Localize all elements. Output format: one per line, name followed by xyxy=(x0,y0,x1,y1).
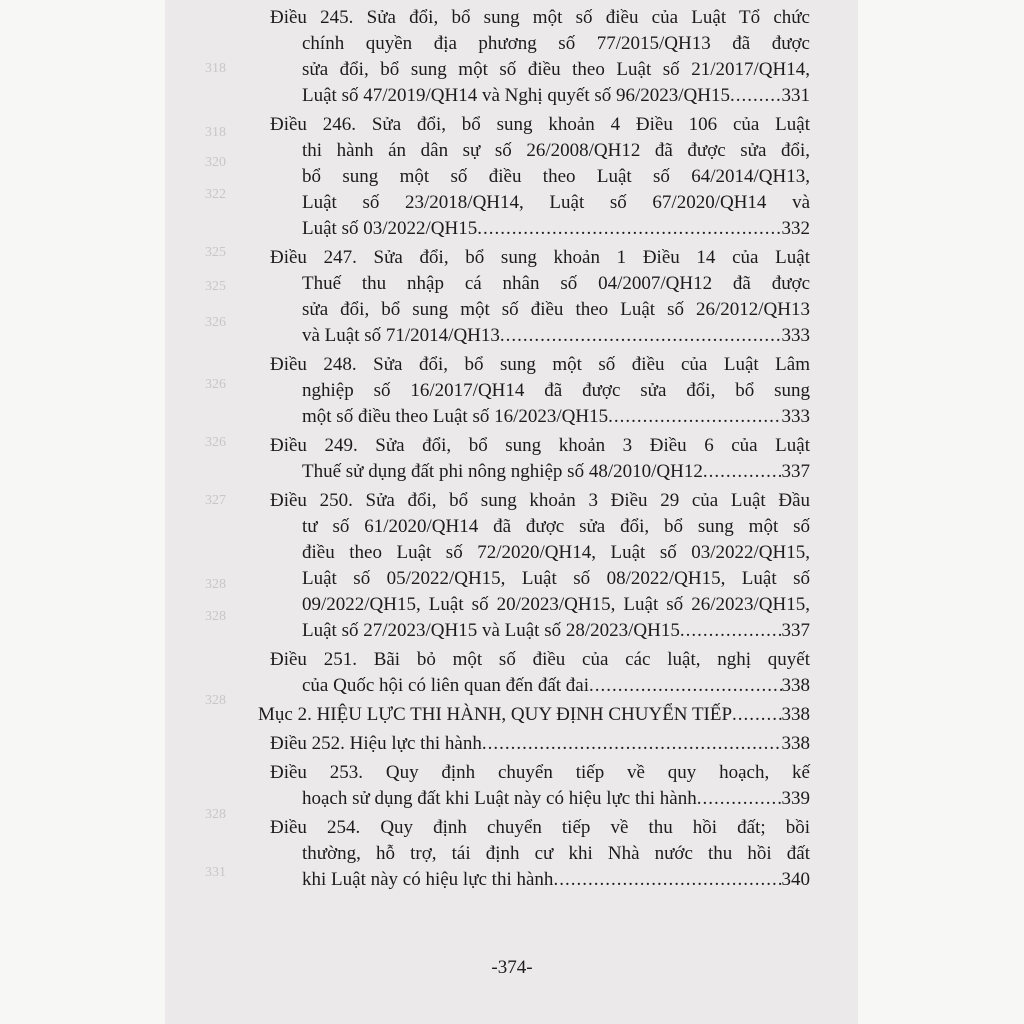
toc-entry-last-line xyxy=(270,731,810,757)
toc-entry xyxy=(270,488,810,644)
section-page-number: 338 xyxy=(781,704,810,725)
entry-text: Điều 248. Sửa đổi, bổ sung một số điều của Luật Lâm xyxy=(270,354,810,375)
toc-entry-line xyxy=(270,271,810,297)
entry-text: Điều 253. Quy định chuyển tiếp về quy hoạch, kế xyxy=(270,762,810,783)
entry-text: điều theo Luật số 72/2020/QH14, Luật số 03/2022/QH15, xyxy=(302,542,810,563)
entry-page-number: 337 xyxy=(781,620,810,641)
leader-dots xyxy=(730,83,781,109)
entry-text: sửa đổi, bổ sung một số điều theo Luật số 26/2012/QH13 xyxy=(302,299,810,320)
toc-entry-line xyxy=(270,540,810,566)
toc-entry-last-line xyxy=(270,216,810,242)
entry-text: và Luật số 71/2014/QH13 xyxy=(302,325,500,346)
entry-text: thường, hỗ trợ, tái định cư khi Nhà nước thu hồi đất xyxy=(302,843,810,864)
entry-text: tư số 61/2020/QH14 đã được sửa đổi, bổ sung một số xyxy=(302,516,810,537)
toc-entry-line xyxy=(270,566,810,592)
toc-entry xyxy=(270,433,810,485)
entry-text: bổ sung một số điều theo Luật số 64/2014/QH13, xyxy=(302,166,810,187)
toc-entry-line xyxy=(270,245,810,271)
toc-entry-line xyxy=(270,815,810,841)
bleed-through-text: 318 318 320 322 325 325 326 326 326 327 328 328 328 328 331 xyxy=(205,61,226,880)
entry-page-number: 332 xyxy=(781,218,810,239)
entry-page-number: 333 xyxy=(781,406,810,427)
toc-entry-last-line xyxy=(270,618,810,644)
table-of-contents xyxy=(258,0,810,896)
entry-text: Điều 247. Sửa đổi, bổ sung khoản 1 Điều 14 của Luật xyxy=(270,247,810,268)
entry-page-number: 339 xyxy=(781,788,810,809)
toc-entry-line xyxy=(270,190,810,216)
toc-entry xyxy=(270,112,810,242)
toc-entry xyxy=(270,815,810,893)
entry-text: Thuế thu nhập cá nhân số 04/2007/QH12 đã được xyxy=(302,273,810,294)
toc-entry xyxy=(270,245,810,349)
toc-entry xyxy=(270,5,810,109)
entry-text: Thuế sử dụng đất phi nông nghiệp số 48/2010/QH12 xyxy=(302,461,703,482)
toc-entry-line xyxy=(270,31,810,57)
toc-entry xyxy=(270,647,810,699)
toc-entry-last-line xyxy=(270,83,810,109)
entry-text: thi hành án dân sự số 26/2008/QH12 đã được sửa đổi, xyxy=(302,140,810,161)
entry-text: Luật số 05/2022/QH15, Luật số 08/2022/QH15, Luật số xyxy=(302,568,810,589)
entry-text: của Quốc hội có liên quan đến đất đai xyxy=(302,675,590,696)
entry-text: Luật số 47/2019/QH14 và Nghị quyết số 96/2023/QH15 xyxy=(302,85,731,106)
toc-entry-last-line xyxy=(270,786,810,812)
entry-text: nghiệp số 16/2017/QH14 đã được sửa đổi, bổ sung xyxy=(302,380,810,401)
toc-entry-line xyxy=(270,138,810,164)
entry-page-number: 338 xyxy=(781,675,810,696)
entry-page-number: 338 xyxy=(781,733,810,754)
leader-dots xyxy=(482,731,782,757)
entry-text: chính quyền địa phương số 77/2015/QH13 đã được xyxy=(302,33,810,54)
entry-text: Điều 254. Quy định chuyển tiếp về thu hồi đất; bồi xyxy=(270,817,810,838)
toc-entry-line xyxy=(270,57,810,83)
toc-entry-line xyxy=(270,352,810,378)
toc-entry-line xyxy=(270,592,810,618)
toc-entry-line xyxy=(270,5,810,31)
toc-entry xyxy=(270,352,810,430)
toc-section-heading xyxy=(258,702,810,728)
section-label: Mục 2. HIỆU LỰC THI HÀNH, QUY ĐỊNH CHUYỂN TIẾP xyxy=(258,704,733,725)
entry-page-number: 340 xyxy=(781,869,810,890)
toc-entry-line xyxy=(270,164,810,190)
entry-text: 09/2022/QH15, Luật số 20/2023/QH15, Luật số 26/2023/QH15, xyxy=(302,594,810,615)
entry-text: Luật số 27/2023/QH15 và Luật số 28/2023/QH15 xyxy=(302,620,680,641)
entry-text: Luật số 03/2022/QH15 xyxy=(302,218,478,239)
entry-text: Điều 245. Sửa đổi, bổ sung một số điều của Luật Tổ chức xyxy=(270,7,810,28)
toc-entry-line xyxy=(270,488,810,514)
toc-entry-line xyxy=(270,433,810,459)
page-number: -374- xyxy=(491,957,533,978)
toc-entry-last-line xyxy=(270,323,810,349)
toc-entry-line xyxy=(270,378,810,404)
toc-entries-group xyxy=(270,5,810,699)
toc-entry-line xyxy=(270,841,810,867)
toc-entry-line xyxy=(270,760,810,786)
entry-text: Điều 252. Hiệu lực thi hành xyxy=(270,733,482,754)
toc-entry-line xyxy=(270,297,810,323)
leader-dots xyxy=(608,404,781,430)
leader-dots xyxy=(703,459,782,485)
entry-page-number: 337 xyxy=(781,461,810,482)
leader-dots xyxy=(477,216,781,242)
entry-text: Điều 250. Sửa đổi, bổ sung khoản 3 Điều 29 của Luật Đầu xyxy=(270,490,810,511)
entry-text: hoạch sử dụng đất khi Luật này có hiệu lực thi hành xyxy=(302,788,697,809)
entry-text: Luật số 23/2018/QH14, Luật số 67/2020/QH14 và xyxy=(302,192,810,213)
toc-entry xyxy=(270,760,810,812)
entry-text: khi Luật này có hiệu lực thi hành xyxy=(302,869,554,890)
entry-page-number: 333 xyxy=(781,325,810,346)
leader-dots xyxy=(589,673,781,699)
leader-dots xyxy=(697,786,782,812)
toc-entry-last-line xyxy=(270,459,810,485)
toc-entry-last-line xyxy=(270,867,810,893)
toc-entry-line xyxy=(270,514,810,540)
leader-dots xyxy=(553,867,781,893)
leader-dots xyxy=(680,618,782,644)
entry-text: một số điều theo Luật số 16/2023/QH15 xyxy=(302,406,609,427)
leader-dots xyxy=(500,323,782,349)
toc-entry-line xyxy=(270,112,810,138)
entry-text: sửa đổi, bổ sung một số điều theo Luật số 21/2017/QH14, xyxy=(302,59,810,80)
toc-entry-last-line xyxy=(270,673,810,699)
entry-page-number: 331 xyxy=(781,85,810,106)
leader-dots xyxy=(732,702,781,728)
toc-entry xyxy=(270,731,810,757)
entry-text: Điều 249. Sửa đổi, bổ sung khoản 3 Điều 6 của Luật xyxy=(270,435,810,456)
entry-text: Điều 251. Bãi bỏ một số điều của các luật, nghị quyết xyxy=(270,649,810,670)
toc-entry-line xyxy=(270,647,810,673)
entry-text: Điều 246. Sửa đổi, bổ sung khoản 4 Điều 106 của Luật xyxy=(270,114,810,135)
toc-entry-last-line xyxy=(270,404,810,430)
toc-entries-group xyxy=(270,731,810,893)
